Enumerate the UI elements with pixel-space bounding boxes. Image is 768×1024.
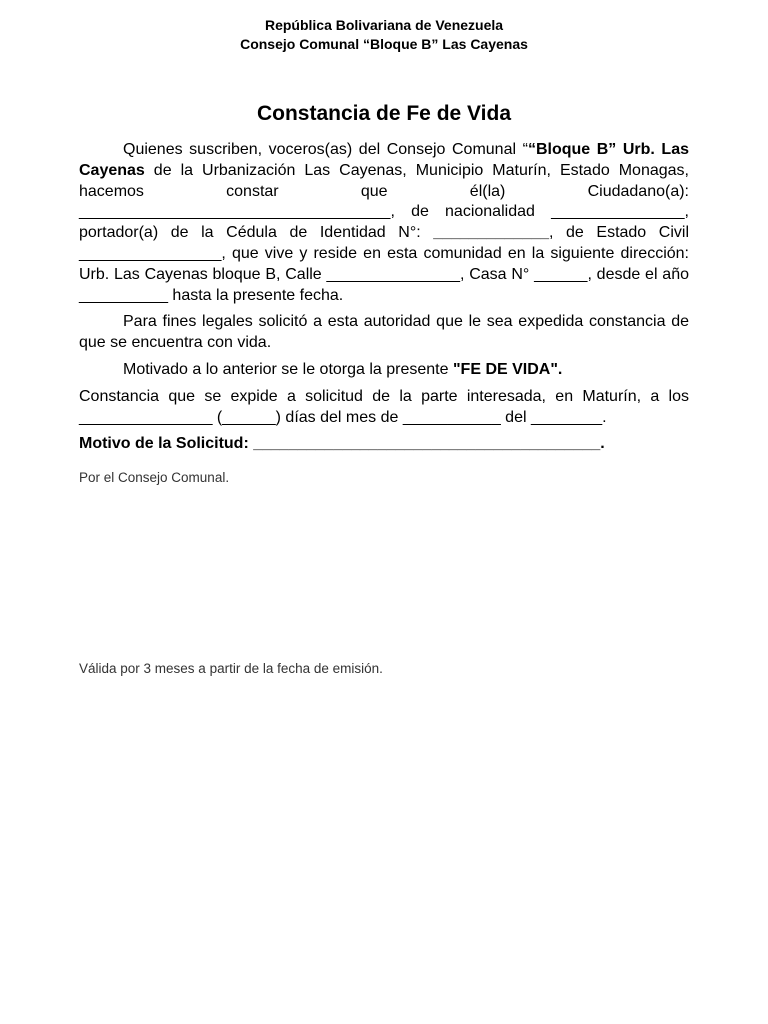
paragraph-certification [79, 140, 689, 306]
text-segment: , portador(a) de la Cédula de Identidad N°: [79, 203, 689, 242]
paragraph-issued [79, 387, 689, 429]
signer-line: Por el Consejo Comunal. [79, 470, 230, 485]
text-segment: , de nacionalidad [390, 203, 552, 221]
text-segment: hasta la presente fecha. [167, 286, 344, 304]
blank-days-number: ______ [222, 408, 276, 426]
header-country: República Bolivariana de Venezuela [264, 17, 504, 33]
blank-street: _______________ [326, 265, 460, 283]
text-segment: ( [212, 408, 223, 426]
text-segment: Constancia que se expide a solicitud de la parte interesada, en Maturín, a los [79, 387, 689, 405]
document-title: Constancia de Fe de Vida [256, 102, 512, 125]
validity-note: Válida por 3 meses a partir de la fecha de emisión. [79, 661, 383, 676]
document-header [0, 16, 768, 54]
text-segment: , desde el año [587, 265, 689, 283]
text-segment: de la Urbanización Las Cayenas, Municipio Maturín, Estado Monagas, hacemos constar que él(la) Ciudadano(a): [79, 161, 689, 200]
blank-citizen-name: ___________________________________ [79, 203, 391, 221]
text-segment: , que vive y reside en esta comunidad en la siguiente dirección: Urb. Las Cayenas bloque B, Calle [79, 244, 689, 283]
paragraph-granted [79, 360, 689, 381]
blank-nationality: _______________ [551, 203, 685, 221]
header-council: Consejo Comunal “Bloque B” Las Cayenas [240, 36, 528, 52]
blank-house-number: ______ [534, 265, 588, 283]
text-segment: Motivado a lo anterior se le otorga la presente [123, 360, 453, 378]
paragraph-purpose: Para fines legales solicitó a esta autoridad que le sea expedida constancia de que se encuentra con vida. [79, 313, 689, 352]
text-segment: . [600, 435, 605, 453]
text-segment: . [602, 408, 607, 426]
blank-id-number: _____________ [433, 224, 549, 242]
fe-de-vida-bold: "FE DE VIDA". [452, 360, 563, 378]
reason-label: Motivo de la Solicitud: [79, 435, 254, 453]
text-segment: ) días del mes de [275, 408, 403, 426]
document-body [79, 140, 689, 461]
council-name-bold: “Bloque B” Urb. Las Cayenas [79, 141, 689, 179]
text-segment: del [500, 408, 531, 426]
blank-month: ___________ [402, 408, 501, 426]
blank-year-since: __________ [79, 286, 168, 304]
text-segment: Quienes suscriben, voceros(as) del Consejo Comunal “ [123, 141, 528, 158]
paragraph-reason [79, 434, 689, 455]
text-segment: , Casa N° [459, 265, 535, 283]
blank-days-text: _______________ [79, 408, 213, 426]
blank-civil-status: ________________ [79, 244, 222, 262]
blank-issue-year: ________ [530, 408, 603, 426]
blank-reason: _______________________________________ [253, 435, 601, 453]
text-segment: , de Estado Civil [548, 224, 690, 242]
